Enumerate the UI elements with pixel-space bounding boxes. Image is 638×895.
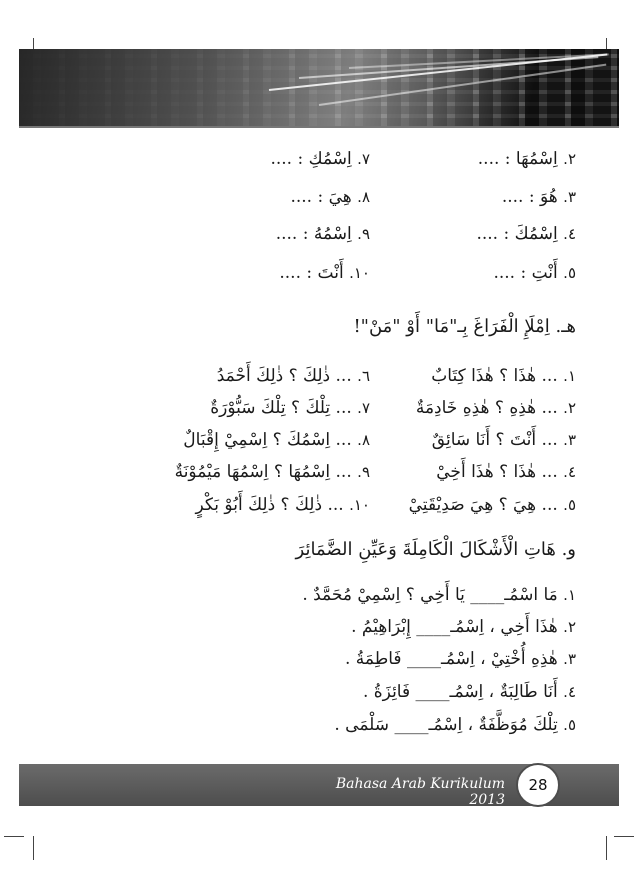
v-left-8: ٨. هِيَ : .... <box>290 187 370 207</box>
section-waw-heading: و. هَاتِ الْأَشْكَالَ الْكَامِلَةَ وَعَيِّنِ الضَّمَائِرَ <box>295 539 576 560</box>
ha-item-6: ٦. ... ذٰلِكَ ؟ ذٰلِكَ أَحْمَدُ <box>216 366 370 386</box>
ha-item-2: ٢. ... هٰذِهِ ؟ هٰذِهِ خَادِمَةٌ <box>415 398 576 418</box>
ha-item-4: ٤. ... هٰذَا ؟ هٰذَا أَخِيْ <box>436 462 576 482</box>
v-right-3: ٣. هُوَ : .... <box>501 187 576 207</box>
waw-item-4: ٤. أَنَا طَالِبَةٌ ، اِسْمُـ____ فَائِزَةُ . <box>362 682 576 702</box>
ha-item-10: ١٠. ... ذٰلِكَ ؟ ذٰلِكَ أَبُوْ بَكْرٍ <box>195 495 370 515</box>
ha-item-9: ٩. ... اِسْمُهَا ؟ اِسْمُهَا مَيْمُوْنَةٌ <box>174 462 370 482</box>
v-left-7: ٧. اِسْمُكِ : .... <box>270 149 370 169</box>
ha-item-5: ٥. ... هِيَ ؟ هِيَ صَدِيْقَتِيْ <box>408 495 576 515</box>
v-right-2: ٢. اِسْمُهَا : .... <box>477 149 576 169</box>
waw-item-3: ٣. هٰذِهِ أُخْتِيْ ، اِسْمُـ____ فَاطِمَةُ . <box>344 649 576 669</box>
v-left-10: ١٠. أَنْتَ : .... <box>279 263 370 283</box>
waw-item-2: ٢. هٰذَا أَخِي ، اِسْمُـ____ إِبْرَاهِيْمُ . <box>351 617 576 637</box>
page-number-badge: 28 <box>516 763 560 807</box>
footer-book-title: Bahasa Arab Kurikulum 2013 <box>335 776 505 808</box>
ha-item-8: ٨. ... اِسْمُكَ ؟ اِسْمِيْ إِقْبَالٌ <box>183 430 370 450</box>
ha-item-1: ١. ... هٰذَا ؟ هٰذَا كِتَابٌ <box>431 366 576 386</box>
ha-item-7: ٧. ... تِلْكَ ؟ تِلْكَ سَبُّوْرَةٌ <box>210 398 370 418</box>
v-right-5: ٥. أَنْتِ : .... <box>493 263 576 283</box>
waw-item-5: ٥. تِلْكَ مُوَظَّفَةٌ ، اِسْمُـ____ سَلْمَى . <box>334 715 576 735</box>
section-ha-heading: هـ. اِمْلَإِ الْفَرَاغَ بِـ"مَا" أَوْ "مَنْ"! <box>353 316 576 337</box>
v-right-4: ٤. اِسْمُكَ : .... <box>476 224 576 244</box>
v-left-9: ٩. اِسْمُهُ : .... <box>275 224 370 244</box>
waw-item-1: ١. مَا اسْمُـ____ يَا أَخِي ؟ اِسْمِيْ مُحَمَّدٌ . <box>302 585 576 605</box>
ha-item-3: ٣. ... أَنْتَ ؟ أَنَا سَائِقٌ <box>431 430 576 450</box>
